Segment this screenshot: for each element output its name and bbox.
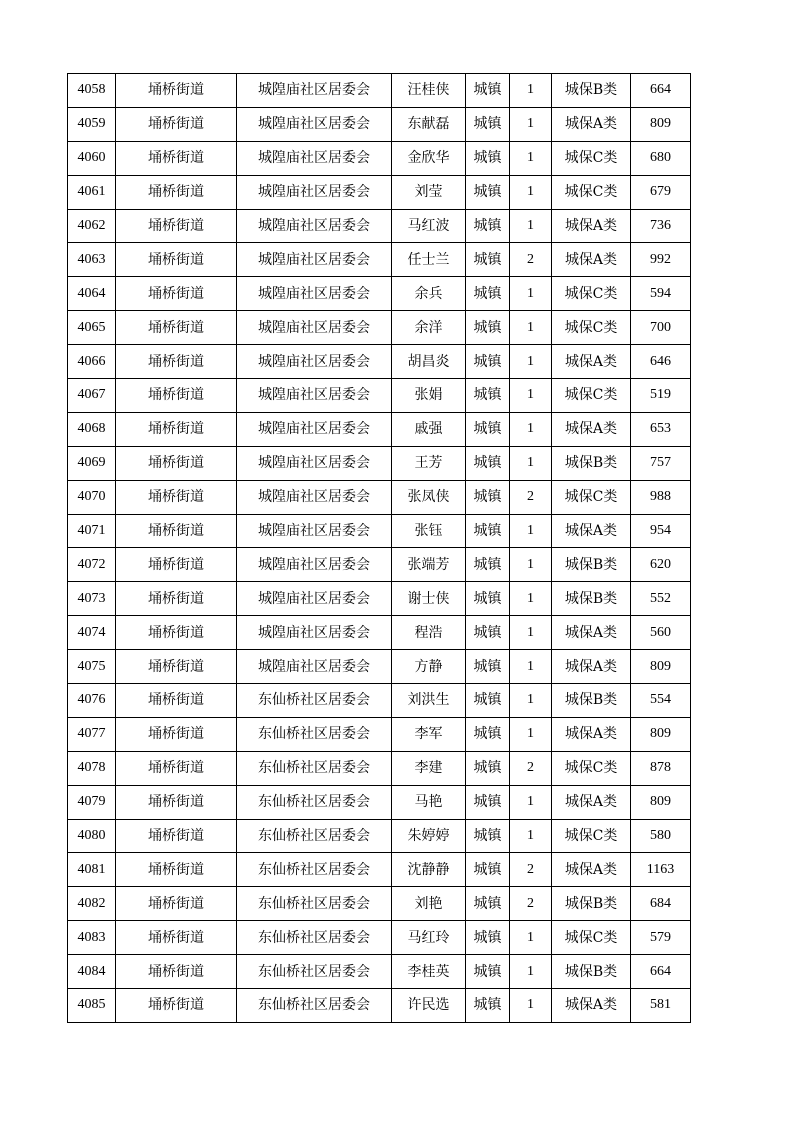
cell-amount: 560: [631, 616, 691, 650]
cell-person-count: 1: [510, 209, 552, 243]
cell-subdistrict: 埇桥街道: [116, 74, 237, 108]
cell-person-name: 金欣华: [392, 141, 466, 175]
cell-row-number: 4070: [68, 480, 116, 514]
cell-community: 城隍庙社区居委会: [237, 548, 392, 582]
table-row: [68, 684, 691, 718]
cell-amount: 700: [631, 311, 691, 345]
cell-community: 城隍庙社区居委会: [237, 650, 392, 684]
cell-row-number: 4082: [68, 887, 116, 921]
cell-community: 东仙桥社区居委会: [237, 785, 392, 819]
cell-person-count: 1: [510, 277, 552, 311]
cell-amount: 580: [631, 819, 691, 853]
cell-household-type: 城镇: [466, 345, 510, 379]
cell-person-count: 1: [510, 684, 552, 718]
cell-row-number: 4060: [68, 141, 116, 175]
cell-insurance-category: 城保B类: [552, 582, 631, 616]
cell-person-name: 马红波: [392, 209, 466, 243]
cell-person-name: 东献磊: [392, 107, 466, 141]
cell-amount: 664: [631, 955, 691, 989]
cell-person-count: 1: [510, 345, 552, 379]
table-row: [68, 74, 691, 108]
cell-person-count: 1: [510, 989, 552, 1023]
cell-household-type: 城镇: [466, 141, 510, 175]
cell-person-name: 刘洪生: [392, 684, 466, 718]
cell-insurance-category: 城保A类: [552, 514, 631, 548]
cell-row-number: 4061: [68, 175, 116, 209]
cell-insurance-category: 城保B类: [552, 74, 631, 108]
table-row: [68, 277, 691, 311]
cell-amount: 684: [631, 887, 691, 921]
cell-insurance-category: 城保B类: [552, 887, 631, 921]
cell-insurance-category: 城保A类: [552, 785, 631, 819]
cell-insurance-category: 城保C类: [552, 480, 631, 514]
cell-row-number: 4077: [68, 717, 116, 751]
cell-row-number: 4075: [68, 650, 116, 684]
cell-amount: 878: [631, 751, 691, 785]
table-row: [68, 345, 691, 379]
cell-person-name: 刘莹: [392, 175, 466, 209]
cell-subdistrict: 埇桥街道: [116, 650, 237, 684]
cell-insurance-category: 城保A类: [552, 243, 631, 277]
cell-person-count: 1: [510, 717, 552, 751]
cell-household-type: 城镇: [466, 412, 510, 446]
table-row: [68, 989, 691, 1023]
cell-subdistrict: 埇桥街道: [116, 107, 237, 141]
cell-amount: 646: [631, 345, 691, 379]
cell-amount: 954: [631, 514, 691, 548]
cell-subdistrict: 埇桥街道: [116, 582, 237, 616]
cell-amount: 664: [631, 74, 691, 108]
cell-row-number: 4084: [68, 955, 116, 989]
cell-person-name: 马红玲: [392, 921, 466, 955]
cell-household-type: 城镇: [466, 582, 510, 616]
cell-person-name: 马艳: [392, 785, 466, 819]
cell-community: 东仙桥社区居委会: [237, 955, 392, 989]
cell-person-count: 1: [510, 141, 552, 175]
table-row: [68, 480, 691, 514]
cell-subdistrict: 埇桥街道: [116, 921, 237, 955]
cell-subdistrict: 埇桥街道: [116, 480, 237, 514]
table-row: [68, 107, 691, 141]
cell-insurance-category: 城保C类: [552, 277, 631, 311]
cell-community: 城隍庙社区居委会: [237, 175, 392, 209]
cell-row-number: 4081: [68, 853, 116, 887]
table-row: [68, 751, 691, 785]
cell-community: 城隍庙社区居委会: [237, 277, 392, 311]
cell-community: 城隍庙社区居委会: [237, 616, 392, 650]
cell-row-number: 4071: [68, 514, 116, 548]
cell-community: 东仙桥社区居委会: [237, 717, 392, 751]
cell-household-type: 城镇: [466, 819, 510, 853]
cell-community: 东仙桥社区居委会: [237, 684, 392, 718]
cell-person-name: 方静: [392, 650, 466, 684]
cell-community: 东仙桥社区居委会: [237, 921, 392, 955]
cell-person-count: 2: [510, 887, 552, 921]
cell-person-count: 2: [510, 853, 552, 887]
cell-insurance-category: 城保B类: [552, 684, 631, 718]
cell-community: 东仙桥社区居委会: [237, 853, 392, 887]
cell-subdistrict: 埇桥街道: [116, 955, 237, 989]
cell-row-number: 4069: [68, 446, 116, 480]
cell-household-type: 城镇: [466, 785, 510, 819]
cell-household-type: 城镇: [466, 616, 510, 650]
cell-subdistrict: 埇桥街道: [116, 514, 237, 548]
table-row: [68, 819, 691, 853]
cell-community: 城隍庙社区居委会: [237, 107, 392, 141]
cell-insurance-category: 城保C类: [552, 379, 631, 413]
table-row: [68, 243, 691, 277]
cell-community: 城隍庙社区居委会: [237, 446, 392, 480]
cell-household-type: 城镇: [466, 209, 510, 243]
cell-community: 城隍庙社区居委会: [237, 311, 392, 345]
cell-household-type: 城镇: [466, 74, 510, 108]
cell-person-name: 余兵: [392, 277, 466, 311]
cell-household-type: 城镇: [466, 751, 510, 785]
cell-row-number: 4065: [68, 311, 116, 345]
cell-person-name: 李建: [392, 751, 466, 785]
cell-amount: 809: [631, 717, 691, 751]
cell-insurance-category: 城保A类: [552, 616, 631, 650]
cell-person-name: 朱婷婷: [392, 819, 466, 853]
cell-person-name: 汪桂侠: [392, 74, 466, 108]
cell-row-number: 4072: [68, 548, 116, 582]
cell-amount: 809: [631, 650, 691, 684]
cell-insurance-category: 城保B类: [552, 548, 631, 582]
cell-subdistrict: 埇桥街道: [116, 209, 237, 243]
cell-insurance-category: 城保C类: [552, 175, 631, 209]
cell-person-name: 刘艳: [392, 887, 466, 921]
cell-amount: 519: [631, 379, 691, 413]
cell-insurance-category: 城保C类: [552, 311, 631, 345]
cell-amount: 679: [631, 175, 691, 209]
cell-insurance-category: 城保B类: [552, 955, 631, 989]
cell-person-name: 任士兰: [392, 243, 466, 277]
cell-person-name: 谢士侠: [392, 582, 466, 616]
cell-subdistrict: 埇桥街道: [116, 446, 237, 480]
cell-household-type: 城镇: [466, 684, 510, 718]
cell-row-number: 4063: [68, 243, 116, 277]
cell-person-name: 戚强: [392, 412, 466, 446]
cell-person-count: 2: [510, 751, 552, 785]
cell-household-type: 城镇: [466, 175, 510, 209]
table-row: [68, 209, 691, 243]
cell-row-number: 4074: [68, 616, 116, 650]
cell-insurance-category: 城保A类: [552, 989, 631, 1023]
table-row: [68, 921, 691, 955]
cell-person-name: 张端芳: [392, 548, 466, 582]
cell-amount: 620: [631, 548, 691, 582]
cell-amount: 653: [631, 412, 691, 446]
cell-insurance-category: 城保A类: [552, 853, 631, 887]
cell-subdistrict: 埇桥街道: [116, 141, 237, 175]
table-row: [68, 717, 691, 751]
table-row: [68, 650, 691, 684]
cell-household-type: 城镇: [466, 446, 510, 480]
cell-subdistrict: 埇桥街道: [116, 717, 237, 751]
cell-subdistrict: 埇桥街道: [116, 175, 237, 209]
cell-subdistrict: 埇桥街道: [116, 684, 237, 718]
cell-row-number: 4066: [68, 345, 116, 379]
cell-person-count: 1: [510, 819, 552, 853]
cell-person-name: 张凤侠: [392, 480, 466, 514]
cell-community: 城隍庙社区居委会: [237, 209, 392, 243]
cell-household-type: 城镇: [466, 887, 510, 921]
cell-insurance-category: 城保A类: [552, 107, 631, 141]
table-row: [68, 379, 691, 413]
cell-row-number: 4068: [68, 412, 116, 446]
cell-household-type: 城镇: [466, 243, 510, 277]
cell-community: 城隍庙社区居委会: [237, 74, 392, 108]
cell-amount: 809: [631, 785, 691, 819]
table-row: [68, 853, 691, 887]
cell-subdistrict: 埇桥街道: [116, 277, 237, 311]
table-row: [68, 141, 691, 175]
cell-household-type: 城镇: [466, 921, 510, 955]
cell-person-count: 1: [510, 548, 552, 582]
roster-body: [68, 74, 691, 1023]
cell-insurance-category: 城保C类: [552, 141, 631, 175]
cell-row-number: 4073: [68, 582, 116, 616]
cell-community: 东仙桥社区居委会: [237, 751, 392, 785]
cell-household-type: 城镇: [466, 277, 510, 311]
cell-person-count: 2: [510, 480, 552, 514]
cell-person-name: 王芳: [392, 446, 466, 480]
table-row: [68, 175, 691, 209]
table-row: [68, 548, 691, 582]
cell-person-count: 1: [510, 74, 552, 108]
cell-amount: 594: [631, 277, 691, 311]
cell-person-count: 1: [510, 921, 552, 955]
cell-community: 东仙桥社区居委会: [237, 887, 392, 921]
roster-table: [67, 73, 691, 1023]
cell-row-number: 4062: [68, 209, 116, 243]
cell-community: 城隍庙社区居委会: [237, 412, 392, 446]
cell-person-name: 张娟: [392, 379, 466, 413]
cell-person-name: 沈静静: [392, 853, 466, 887]
cell-person-count: 1: [510, 311, 552, 345]
cell-insurance-category: 城保A类: [552, 717, 631, 751]
cell-household-type: 城镇: [466, 514, 510, 548]
cell-insurance-category: 城保A类: [552, 209, 631, 243]
cell-amount: 992: [631, 243, 691, 277]
cell-person-count: 1: [510, 955, 552, 989]
cell-community: 东仙桥社区居委会: [237, 819, 392, 853]
table-row: [68, 616, 691, 650]
cell-subdistrict: 埇桥街道: [116, 243, 237, 277]
cell-person-count: 1: [510, 616, 552, 650]
cell-household-type: 城镇: [466, 650, 510, 684]
cell-row-number: 4059: [68, 107, 116, 141]
cell-person-count: 1: [510, 446, 552, 480]
cell-subdistrict: 埇桥街道: [116, 785, 237, 819]
cell-insurance-category: 城保B类: [552, 446, 631, 480]
cell-row-number: 4058: [68, 74, 116, 108]
cell-insurance-category: 城保A类: [552, 345, 631, 379]
cell-amount: 757: [631, 446, 691, 480]
cell-community: 城隍庙社区居委会: [237, 141, 392, 175]
cell-community: 东仙桥社区居委会: [237, 989, 392, 1023]
cell-person-count: 1: [510, 107, 552, 141]
cell-amount: 736: [631, 209, 691, 243]
cell-amount: 554: [631, 684, 691, 718]
table-row: [68, 785, 691, 819]
cell-person-name: 胡昌炎: [392, 345, 466, 379]
cell-community: 城隍庙社区居委会: [237, 345, 392, 379]
cell-person-count: 1: [510, 582, 552, 616]
cell-subdistrict: 埇桥街道: [116, 887, 237, 921]
cell-subdistrict: 埇桥街道: [116, 412, 237, 446]
table-row: [68, 955, 691, 989]
cell-person-count: 1: [510, 379, 552, 413]
cell-household-type: 城镇: [466, 311, 510, 345]
cell-amount: 581: [631, 989, 691, 1023]
cell-community: 城隍庙社区居委会: [237, 379, 392, 413]
cell-subdistrict: 埇桥街道: [116, 345, 237, 379]
cell-row-number: 4079: [68, 785, 116, 819]
cell-household-type: 城镇: [466, 107, 510, 141]
cell-person-count: 1: [510, 514, 552, 548]
cell-row-number: 4080: [68, 819, 116, 853]
cell-subdistrict: 埇桥街道: [116, 379, 237, 413]
cell-subdistrict: 埇桥街道: [116, 989, 237, 1023]
cell-amount: 988: [631, 480, 691, 514]
cell-household-type: 城镇: [466, 853, 510, 887]
cell-person-name: 余洋: [392, 311, 466, 345]
cell-insurance-category: 城保C类: [552, 921, 631, 955]
cell-row-number: 4085: [68, 989, 116, 1023]
table-row: [68, 887, 691, 921]
cell-community: 城隍庙社区居委会: [237, 243, 392, 277]
cell-person-count: 1: [510, 650, 552, 684]
cell-household-type: 城镇: [466, 955, 510, 989]
cell-person-count: 1: [510, 412, 552, 446]
cell-household-type: 城镇: [466, 480, 510, 514]
cell-community: 城隍庙社区居委会: [237, 582, 392, 616]
table-row: [68, 412, 691, 446]
cell-amount: 552: [631, 582, 691, 616]
table-row: [68, 446, 691, 480]
table-row: [68, 311, 691, 345]
cell-community: 城隍庙社区居委会: [237, 480, 392, 514]
cell-household-type: 城镇: [466, 548, 510, 582]
cell-household-type: 城镇: [466, 989, 510, 1023]
cell-insurance-category: 城保C类: [552, 751, 631, 785]
cell-household-type: 城镇: [466, 717, 510, 751]
cell-household-type: 城镇: [466, 379, 510, 413]
cell-amount: 1163: [631, 853, 691, 887]
cell-row-number: 4076: [68, 684, 116, 718]
cell-insurance-category: 城保C类: [552, 819, 631, 853]
cell-amount: 680: [631, 141, 691, 175]
cell-subdistrict: 埇桥街道: [116, 853, 237, 887]
cell-amount: 809: [631, 107, 691, 141]
cell-row-number: 4083: [68, 921, 116, 955]
cell-person-count: 2: [510, 243, 552, 277]
cell-person-count: 1: [510, 175, 552, 209]
cell-person-name: 张钰: [392, 514, 466, 548]
cell-subdistrict: 埇桥街道: [116, 751, 237, 785]
table-row: [68, 514, 691, 548]
cell-row-number: 4067: [68, 379, 116, 413]
cell-insurance-category: 城保A类: [552, 650, 631, 684]
cell-insurance-category: 城保A类: [552, 412, 631, 446]
cell-amount: 579: [631, 921, 691, 955]
cell-row-number: 4078: [68, 751, 116, 785]
cell-subdistrict: 埇桥街道: [116, 311, 237, 345]
cell-subdistrict: 埇桥街道: [116, 548, 237, 582]
cell-person-name: 李桂英: [392, 955, 466, 989]
cell-person-name: 许民选: [392, 989, 466, 1023]
cell-person-count: 1: [510, 785, 552, 819]
cell-person-name: 李军: [392, 717, 466, 751]
cell-community: 城隍庙社区居委会: [237, 514, 392, 548]
cell-person-name: 程浩: [392, 616, 466, 650]
cell-row-number: 4064: [68, 277, 116, 311]
cell-subdistrict: 埇桥街道: [116, 616, 237, 650]
cell-subdistrict: 埇桥街道: [116, 819, 237, 853]
table-row: [68, 582, 691, 616]
